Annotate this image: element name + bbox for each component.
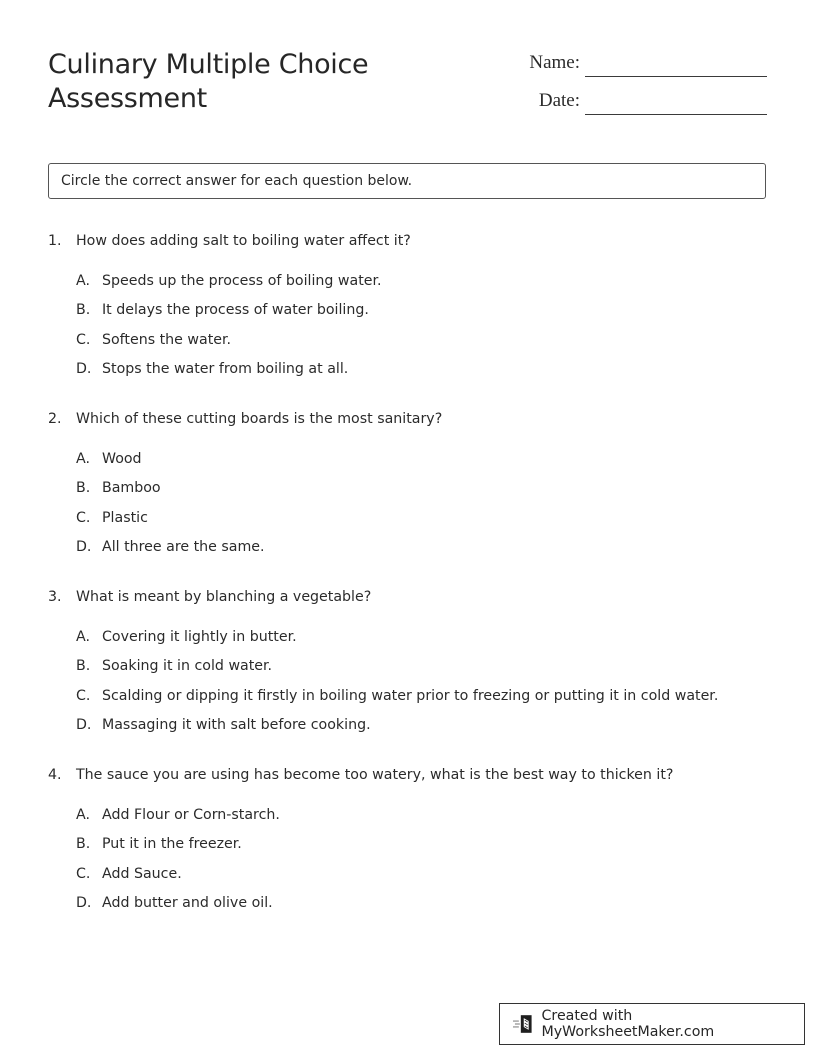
instructions-box: [48, 163, 766, 199]
question-text: What is meant by blanching a vegetable?: [76, 589, 372, 605]
option-text: Bamboo: [102, 480, 161, 497]
option-b[interactable]: [76, 478, 768, 507]
option-b[interactable]: [76, 834, 768, 863]
option-a[interactable]: [76, 449, 768, 478]
option-letter: C.: [76, 687, 91, 704]
question-1: [48, 231, 768, 389]
option-text: Softens the water.: [102, 331, 232, 348]
option-b[interactable]: [76, 300, 768, 329]
option-text: It delays the process of water boiling.: [102, 302, 369, 319]
option-a[interactable]: [76, 627, 768, 656]
option-text: Massaging it with salt before cooking.: [102, 717, 371, 734]
option-letter: A.: [76, 273, 90, 289]
option-letter: B.: [76, 480, 91, 497]
options-list: [76, 271, 768, 389]
option-text: Add butter and olive oil.: [102, 895, 273, 912]
name-field: [500, 50, 770, 88]
option-letter: D.: [76, 895, 92, 912]
option-b[interactable]: [76, 656, 768, 685]
option-c[interactable]: [76, 330, 768, 359]
option-letter: C.: [76, 509, 91, 526]
question-number: 3.: [48, 589, 62, 605]
option-text: Add Sauce.: [102, 865, 182, 882]
worksheet-logo-icon: [512, 1013, 536, 1035]
option-d[interactable]: [76, 359, 768, 388]
option-letter: D.: [76, 539, 92, 556]
option-letter: C.: [76, 865, 91, 882]
student-info-fields: [500, 50, 770, 126]
option-letter: B.: [76, 658, 91, 675]
question-text: How does adding salt to boiling water affect it?: [76, 233, 411, 249]
date-label: Date:: [538, 90, 580, 111]
option-letter: B.: [76, 302, 91, 319]
option-text: Soaking it in cold water.: [102, 658, 273, 675]
page-title: Culinary Multiple Choice Assessment: [48, 49, 369, 114]
date-blank-line[interactable]: [585, 114, 767, 115]
option-letter: C.: [76, 331, 91, 348]
option-d[interactable]: [76, 893, 768, 922]
question-number: 1.: [48, 233, 62, 249]
option-text: All three are the same.: [102, 539, 265, 556]
option-text: Stops the water from boiling at all.: [102, 361, 349, 378]
option-a[interactable]: [76, 271, 768, 300]
option-letter: B.: [76, 836, 91, 853]
option-text: Plastic: [102, 509, 148, 526]
question-text: The sauce you are using has become too watery, what is the best way to thicken it?: [76, 767, 674, 783]
option-text: Add Flour or Corn-starch.: [102, 807, 280, 823]
option-d[interactable]: [76, 537, 768, 566]
date-field: [500, 88, 770, 126]
option-text: Put it in the freezer.: [102, 836, 242, 853]
question-2: [48, 409, 768, 567]
option-letter: A.: [76, 807, 90, 823]
name-blank-line[interactable]: [585, 76, 767, 77]
question-4: [48, 765, 768, 923]
question-number: 4.: [48, 767, 62, 783]
option-a[interactable]: [76, 805, 768, 834]
name-label: Name:: [529, 52, 580, 73]
option-d[interactable]: [76, 715, 768, 744]
question-text: Which of these cutting boards is the most sanitary?: [76, 411, 443, 427]
options-list: [76, 627, 768, 745]
question-3: [48, 587, 768, 745]
option-c[interactable]: [76, 686, 768, 715]
option-text: Wood: [102, 451, 142, 467]
footer-text: Created with MyWorksheetMaker.com: [541, 1008, 715, 1040]
instructions-text: Circle the correct answer for each question below.: [61, 173, 413, 189]
options-list: [76, 449, 768, 567]
footer-credit[interactable]: [499, 1003, 805, 1045]
option-letter: D.: [76, 717, 92, 734]
question-number: 2.: [48, 411, 62, 427]
option-letter: A.: [76, 629, 90, 645]
option-letter: D.: [76, 361, 92, 378]
option-letter: A.: [76, 451, 90, 467]
option-text: Speeds up the process of boiling water.: [102, 273, 382, 289]
option-c[interactable]: [76, 508, 768, 537]
option-text: Covering it lightly in butter.: [102, 629, 297, 645]
options-list: [76, 805, 768, 923]
option-text: Scalding or dipping it firstly in boiling water prior to freezing or putting it in cold water.: [102, 687, 719, 704]
option-c[interactable]: [76, 864, 768, 893]
